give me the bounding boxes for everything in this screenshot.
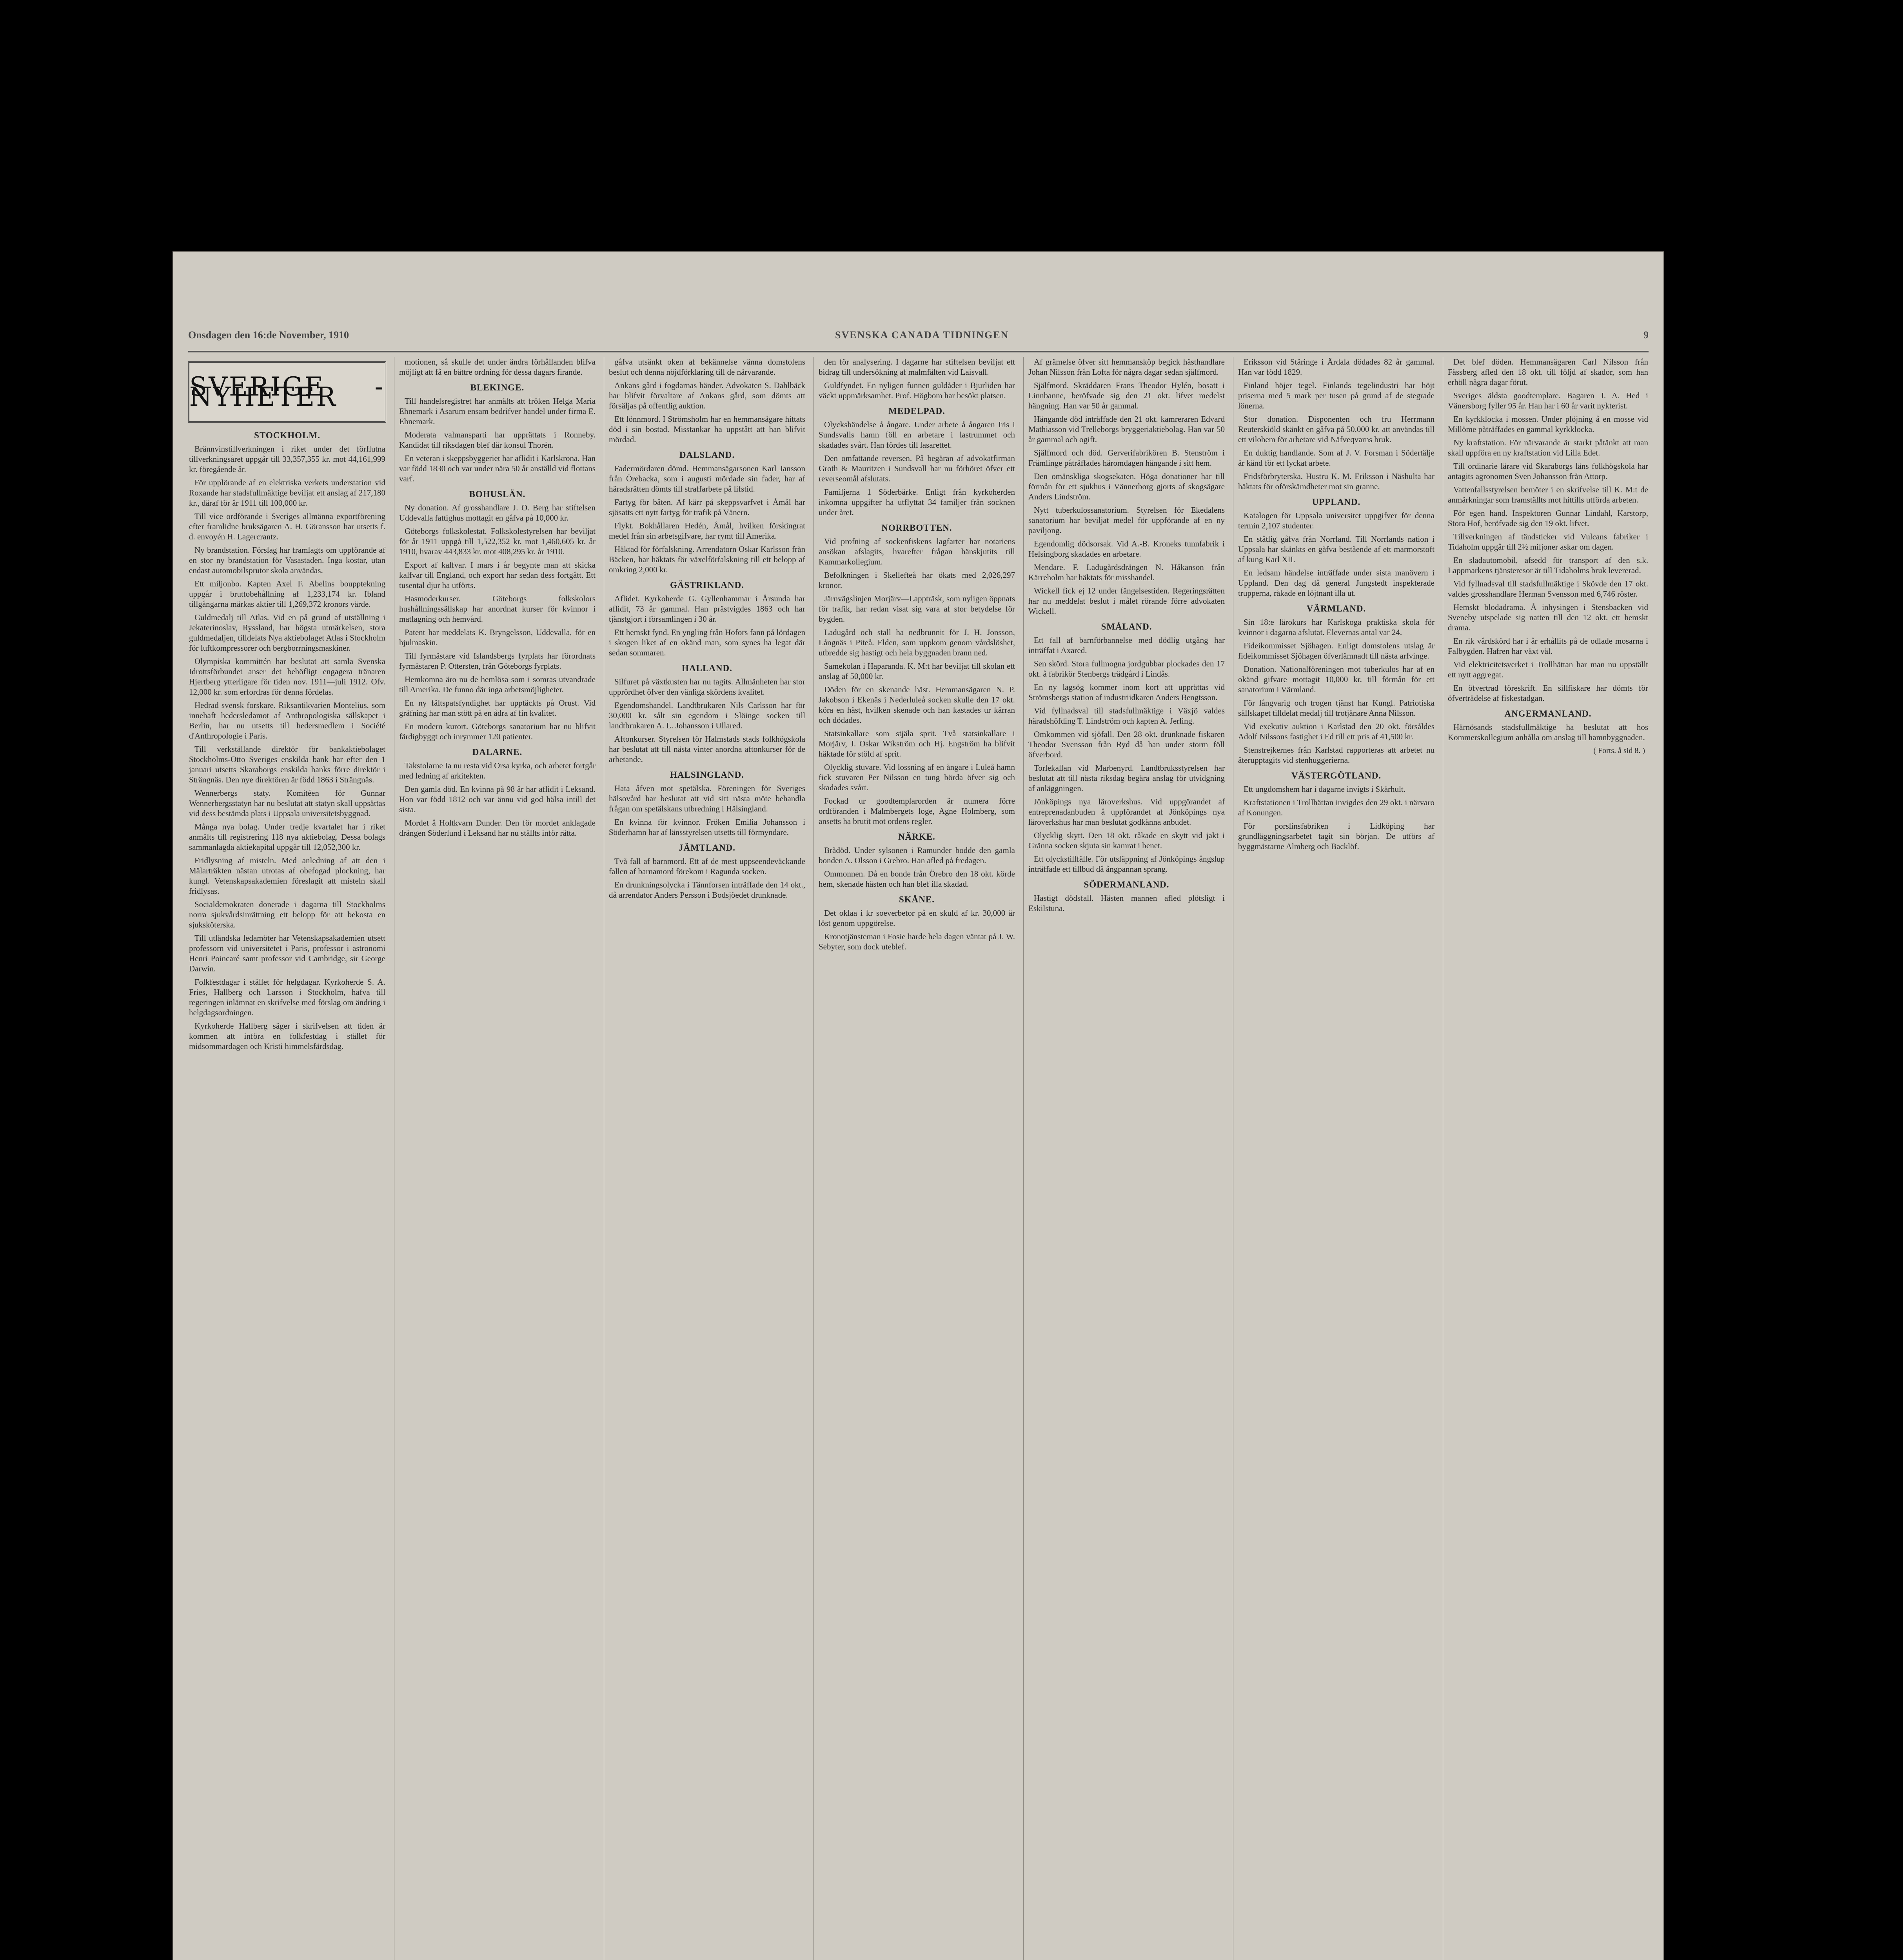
region-heading: DALSLAND.: [679, 450, 735, 460]
news-item: Fockad ur goodtemplarorden är numera förre ordföranden i Malmbergets loge, Agne Holmberg, som ansetts ha brutit mot ordens regler.: [819, 796, 1015, 826]
news-item: Det oklaa i kr soeverbetor på en skuld af kr. 30,000 är löst genom uppgörelse.: [819, 908, 1015, 928]
news-item: Till vice ordförande i Sveriges allmänna exportförening efter framlidne bruksägaren A. H. Göransson har utsetts f. d. envoyén H. Lagercrantz.: [189, 512, 385, 541]
article-columns: [184, 357, 1652, 1960]
news-item: Sen skörd. Stora fullmogna jordgubbar plockades den 17 okt. å fabrikör Stenbergs trädgård i Lindås.: [1028, 659, 1225, 679]
news-item: Olycklig stuvare. Vid lossning af en ångare i Luleå hamn fick stuvaren Per Nilsson en tung börda öfver sig och skadades svårt.: [819, 762, 1015, 792]
news-item: Till handelsregistret har anmälts att fröken Helga Maria Ehnemark i Asarum ensam bedrifver handel under firma E. Ehnemark.: [399, 396, 596, 426]
news-item: Vid fyllnadsval till stadsfullmäktige i Skövde den 17 okt. valdes grosshandlare Herman Svensson med 6,746 röster.: [1448, 579, 1648, 599]
news-item: En duktig handlande. Som af J. V. Forsman i Södertälje är känd för ett lyckat arbete.: [1238, 448, 1435, 468]
news-item: Till ordinarie lärare vid Skaraborgs läns folkhögskola har antagits agronomen Sven Johansson från Attorp.: [1448, 461, 1648, 481]
news-item: Olycklig skytt. Den 18 okt. råkade en skytt vid jakt i Gränna socken skjuta sin kamrat i benet.: [1028, 831, 1225, 850]
news-item: Silfuret på växtkusten har nu tagits. Allmänheten har stor upprördhet öfver den vänliga skördens kvalitet.: [609, 677, 805, 697]
news-item: En modern kurort. Göteborgs sanatorium har nu blifvit färdigbyggt och inrymmer 120 patienter.: [399, 722, 596, 741]
news-item: Fideikommisset Sjöhagen. Enligt domstolens utslag är fideikommisset Sjöhagen öfverlämnadt till nästa arfvinge.: [1238, 641, 1435, 661]
region-heading: SÖDERMANLAND.: [1084, 880, 1169, 889]
news-item: Döden för en skenande häst. Hemmansägaren N. P. Jakobson i Ekenäs i Nederluleå socken skulle den 17 okt. köra en häst, hvilken skenade och han kastades ur kärran och dödades.: [819, 685, 1015, 725]
news-item: Mendare. F. Ladugårdsdrängen N. Håkanson från Kärreholm har häktats för misshandel.: [1028, 563, 1225, 582]
news-item: Aflidet. Kyrkoherde G. Gyllenhammar i Årsunda har aflidit, 73 år gammal. Han prästvigdes 1863 och har tjänstgjort i församlingen i 30 år.: [609, 594, 805, 624]
news-item: Donation. Nationalföreningen mot tuberkulos har af en okänd gifvare mottagit 10,000 kr. till förmån för ett sanatorium i Värmland.: [1238, 664, 1435, 694]
news-item: Tillverkningen af tändsticker vid Vulcans fabriker i Tidaholm uppgår till 2½ miljoner askar om dagen.: [1448, 532, 1648, 552]
news-item: Hastigt dödsfall. Hästen mannen afled plötsligt i Eskilstuna.: [1028, 893, 1225, 913]
news-item: Takstolarne Ia nu resta vid Orsa kyrka, och arbetet fortgår med ledning af arkitekten.: [399, 761, 596, 780]
news-item: Samekolan i Haparanda. K. M:t har beviljat till skolan ett anslag af 50,000 kr.: [819, 661, 1015, 681]
news-item: Af grämelse öfver sitt hemmansköp begick hästhandlare Johan Nilsson från Lofta för några dagar sedan själfmord.: [1028, 357, 1225, 377]
page-header: [188, 325, 1649, 353]
news-item: En veteran i skeppsbyggeriet har aflidit i Karlskrona. Han var född 1830 och var under nära 50 år anställd vid flottans varf.: [399, 454, 596, 483]
column-4: [813, 357, 1020, 1960]
news-item: Nytt tuberkulossanatorium. Styrelsen för Ekedalens sanatorium har beviljat medel för uppförande af en ny paviljong.: [1028, 505, 1225, 535]
region-heading: VÄSTERGÖTLAND.: [1291, 771, 1382, 780]
news-item: Egendomlig dödsorsak. Vid A.-B. Kroneks tunnfabrik i Helsingborg skadades en arbetare.: [1028, 539, 1225, 559]
region-heading: VÄRMLAND.: [1306, 604, 1366, 613]
region-heading: BLEKINGE.: [470, 383, 525, 392]
news-item: För porslinsfabriken i Lidköping har grundläggningsarbetet tagit sin början. De utförs af byggmästarne Almberg och Backlöf.: [1238, 821, 1435, 851]
news-item: Omkommen vid sjöfall. Den 28 okt. drunknade fiskaren Theodor Svensson från Ryd då han under storm föll öfverbord.: [1028, 730, 1225, 759]
header-date: Onsdagen den 16:de November, 1910: [188, 329, 349, 341]
news-item: Den gamla död. En kvinna på 98 år har aflidit i Leksand. Hon var född 1812 och var ännu vid god hälsa intill det sista.: [399, 784, 596, 814]
news-item: Jönköpings nya läroverkshus. Vid uppgörandet af entreprenadanbuden å uppförandet af Jönköpings nya läroverkshus har man beslutat godkänna anbudet.: [1028, 797, 1225, 827]
news-item: motionen, så skulle det under ändra förhållanden blifva möjligt att få en bättre ordning för dessa dagars firande.: [399, 357, 596, 377]
news-item: Hasmoderkurser. Göteborgs folkskolors hushållningssällskap har anordnat kurser för kvinnor i matlagning och hemvård.: [399, 594, 596, 624]
news-item: Export af kalfvar. I mars i år begynte man att skicka kalfvar till England, och export har sedan dess fortgått. Ett tusental djur ha utförts.: [399, 560, 596, 590]
news-item: gåfva utsänkt oken af bekännelse vänna domstolens beslut och denna nöjdförklaring till de närvarande.: [609, 357, 805, 377]
news-item: Brådöd. Under sylsonen i Ramunder bodde den gamla bonden A. Olsson i Grebro. Han afled på fredagen.: [819, 846, 1015, 865]
news-item: Folkfestdagar i stället för helgdagar. Kyrkoherde S. A. Fries, Hallberg och Larsson i Stockholm, hafva till regeringen inlämnat en skrifvelse med förslag om ändring i helgdagsordningen.: [189, 977, 385, 1017]
news-item: Härnösands stadsfullmäktige ha beslutat att hos Kommerskollegium anhålla om anslag till hamnbyggnaden.: [1448, 722, 1648, 742]
news-item: Ny brandstation. Förslag har framlagts om uppförande af en stor ny brandstation för Vasastaden. Inga kostar, utan endast automobilsprutor skola användas.: [189, 545, 385, 575]
news-item: Till utländska ledamöter har Vetenskapsakademien utsett professorn vid universitetet i Paris, professor i astronomi Henri Poincaré samt professor vid Cambridge, sir George Darwin.: [189, 933, 385, 973]
news-item: För långvarig och trogen tjänst har Kungl. Patriotiska sällskapet tilldelat medalj till trotjänare Anna Nilsson.: [1238, 698, 1435, 718]
news-item: Den omfattande reversen. På begäran af advokatfirman Groth & Mauritzen i Sundsvall har nu förhöret öfver ett reverseomål afslutats.: [819, 454, 1015, 483]
news-item: Ett hemskt fynd. En yngling från Hofors fann på lördagen i skogen liket af en okänd man, som synes ha legat där sedan sommaren.: [609, 628, 805, 657]
news-item: Socialdemokraten donerade i dagarna till Stockholms norra sjukvårdsinrättning ett belopp för att bekosta en sjuksköterska.: [189, 900, 385, 929]
news-item: Ommonnen. Då en bonde från Örebro den 18 okt. körde hem, skenade hästen och han blef illa skadad.: [819, 869, 1015, 889]
column-3: [604, 357, 810, 1960]
news-item: Vid fyllnadsval till stadsfullmäktige i Växjö valdes häradshöfding T. Lindström och kapten A. Jerling.: [1028, 706, 1225, 726]
news-item: Sin 18:e lärokurs har Karlskoga praktiska skola för kvinnor i dagarna afslutat. Elevernas antal var 24.: [1238, 617, 1435, 637]
news-item: Befolkningen i Skellefteå har ökats med 2,026,297 kronor.: [819, 570, 1015, 590]
news-item: Torlekallan vid Marbenyrd. Landtbruksstyrelsen har beslutat att till nästa riksdag begära anslag för utvidgning af anläggningen.: [1028, 763, 1225, 793]
region-heading: HALLAND.: [682, 663, 732, 673]
continued-note: ( Forts. å sid 8. ): [1593, 746, 1645, 755]
region-heading: SMÅLAND.: [1101, 622, 1152, 632]
region-heading: BOHUSLÄN.: [469, 489, 526, 499]
news-item: Statsinkallare som stjäla sprit. Två statsinkallare i Morjärv, J. Oskar Wikström och Hj. Engström ha blifvit häktade för stöld af sprit.: [819, 729, 1015, 759]
news-item: Ankans gård i fogdarnas händer. Advokaten S. Dahlbäck har blifvit förvaltare af Ankans gård, som dömts att försäljas på offentlig auktion.: [609, 381, 805, 410]
column-2: [394, 357, 600, 1960]
news-item: Aftonkurser. Styrelsen för Halmstads stads folkhögskola har beslutat att till nästa vinter anordna aftonkurser för de arbetande.: [609, 734, 805, 764]
news-item: Stenstrejkernes från Karlstad rapporteras att arbetet nu återupptagits vid stenhuggerierna.: [1238, 745, 1435, 765]
news-item: Wickell fick ej 12 under fängelsestiden. Regeringsrätten har nu meddelat beslut i målet rörande förre advokaten Wickell.: [1028, 586, 1225, 616]
region-heading: HALSINGLAND.: [670, 770, 744, 780]
news-item: Hängande död inträffade den 21 okt. kamreraren Edvard Mathiasson vid Trelleborgs bryggeriaktiebolag. Han var 50 år gammal och ogift.: [1028, 414, 1225, 444]
region-heading: JÄMTLAND.: [678, 843, 736, 853]
news-item: Vid exekutiv auktion i Karlstad den 20 okt. försåldes Adolf Nilssons fastighet i Ed till ett pris af 41,500 kr.: [1238, 722, 1435, 741]
column-1: [184, 357, 390, 1960]
news-item: Fridlysning af misteln. Med anledning af att den i Mälarträkten nästan utrotas af obefogad plockning, har kungl. Vetenskapsakademien föreslagit att misteln skall fridlysas.: [189, 856, 385, 896]
news-item: Göteborgs folkskolestat. Folkskolestyrelsen har beviljat för år 1911 uppgå till 1,522,352 kr. mot 1,460,605 kr. år 1910, hvarav 443,833 kr. mot 408,295 kr. år 1910.: [399, 526, 596, 556]
column-5: [1023, 357, 1229, 1960]
news-item: Ny kraftstation. För närvarande är starkt påtänkt att man skall uppföra en ny kraftstation vid Lilla Edet.: [1448, 438, 1648, 457]
news-item: Brännvinstillverkningen i riket under det förflutna tillverkningsåret uppgår till 33,357,355 kr. mot 44,161,999 kr. föregående år.: [189, 444, 385, 474]
news-item: Fadermördaren dömd. Hemmansägarsonen Karl Jansson från Örebacka, som i augusti mördade sin fader, har af häradsrätten dömts till straffarbete på lifstid.: [609, 464, 805, 494]
news-item: Hemkomna äro nu de hemlösa som i somras utvandrade till Amerika. De funno där inga arbetsmöjligheter.: [399, 675, 596, 694]
news-item: Guldfyndet. En nyligen funnen guldåder i Bjurliden har väckt uppmärksamhet. Prof. Högbom har besökt platsen.: [819, 381, 1015, 400]
news-item: Till verkställande direktör för bankaktiebolaget Stockholms-Otto Sveriges enskilda bank har efter den 1 januari utsetts Skaraborgs enskilda banks förre direktör i Strängnäs. Den nye direktören är född 1863 i Strängnäs.: [189, 744, 385, 784]
news-item: Ett olyckstillfälle. För utsläppning af Jönköpings ångslup inträffade ett tillbud då ångpannan sprang.: [1028, 854, 1225, 874]
news-item: Vattenfallsstyrelsen bemöter i en skrifvelse till K. M:t de anmärkningar som framställts mot hittills utförda arbeten.: [1448, 485, 1648, 505]
news-item: Eriksson vid Stäringe i Ärdala dödades 82 år gammal. Han var född 1829.: [1238, 357, 1435, 377]
news-item: Ett lönnmord. I Strömsholm har en hemmansägare hittats död i sin bostad. Misstankar ha uppstått att han blifvit mördad.: [609, 414, 805, 444]
header-rule: [188, 351, 1649, 352]
news-item: Guldmedalj till Atlas. Vid en på grund af utställning i Jekaterinoslav, Ryssland, har högsta utmärkelsen, stora guldmedaljen, tilldelats Nya aktiebolaget Atlas i Stockholm för luftkompressorer och bergborrningsmaskiner.: [189, 613, 385, 653]
news-item: Vid elektricitetsverket i Trollhättan har man nu uppställt ett nytt aggregat.: [1448, 660, 1648, 679]
news-item: Fridsförbryterska. Hustru K. M. Eriksson i Näshulta har häktats för oförskämdheter mot sin granne.: [1238, 472, 1435, 491]
news-item: Till fyrmästare vid Islandsbergs fyrplats har förordnats fyrmästaren P. Ottersten, från Göteborgs fyrplats.: [399, 651, 596, 671]
header-publication: SVENSKA CANADA TIDNINGEN: [835, 329, 1009, 341]
region-heading: UPPLAND.: [1312, 497, 1361, 507]
region-heading: DALARNE.: [472, 747, 523, 757]
news-item: Wennerbergs staty. Komitéen för Gunnar Wennerbergsstatyn har nu beslutat att statyn skall uppsättas vid dess bestämda plats i Uppsala universitetsbyggnad.: [189, 788, 385, 818]
news-item: Olyckshändelse å ångare. Under arbete å ångaren Iris i Sundsvalls hamn föll en arbetare i lastrummet och skadades svårt. Han fördes till lasarettet.: [819, 420, 1015, 450]
news-item: Olympiska kommittén har beslutat att samla Svenska Idrottsförbundet anser det behöfligt engagera tränaren Hjertberg ytterligare för tiden nov. 1911—juli 1912. Ofv. 12,000 kr. som erfordras för denna fördelas.: [189, 657, 385, 697]
region-heading: STOCKHOLM.: [254, 430, 320, 440]
news-item: Det blef döden. Hemmansägaren Carl Nilsson från Fässberg afled den 18 okt. till följd af skador, som han erhöll några dagar förut.: [1448, 357, 1648, 387]
news-item: Själfmord och död. Gerverifabrikören B. Stenström i Främlinge påträffades häromdagen hängande i sitt hem.: [1028, 448, 1225, 468]
news-item: För egen hand. Inspektoren Gunnar Lindahl, Karstorp, Stora Hof, beröfvade sig den 19 okt. lifvet.: [1448, 508, 1648, 528]
news-item: Katalogen för Uppsala universitet uppgifver för denna termin 2,107 studenter.: [1238, 511, 1435, 530]
news-item: Familjerna 1 Söderbärke. Enligt från kyrkoherden inkomna uppgifter ha utflyttat 34 familjer från socknen under året.: [819, 487, 1015, 517]
news-item: Järnvägslinjen Morjärv—Lappträsk, som nyligen öppnats för trafik, har redan visat sig vara af stor betydelse för bygden.: [819, 594, 1015, 624]
news-item: En ny lagsög kommer inom kort att upprättas vid Strömsbergs station af industriidkaren Anders Bengtsson.: [1028, 682, 1225, 702]
news-item: Hata åfven mot spetälska. Föreningen för Sveriges hälsovård har beslutat att vid sitt nästa möte behandla frågan om spetälskans utbredning i Hälsingland.: [609, 784, 805, 813]
news-item: En öfvertrad föreskrift. En sillfiskare har dömts för öfverträdelse af fiskestadgan.: [1448, 683, 1648, 703]
news-item: Många nya bolag. Under tredje kvartalet har i riket anmälts till registrering 118 nya aktiebolag. Dessa bolags sammanlagda aktiekapital uppgår till 12,052,300 kr.: [189, 822, 385, 852]
news-item: Kyrkoherde Hallberg säger i skrifvelsen att tiden är kommen att införa en folkfestdag i stället för midsommardagen och Kristi himmelsfärdsdag.: [189, 1021, 385, 1051]
news-item: Flykt. Bokhållaren Hedén, Åmål, hvilken förskingrat medel från sin arbetsgifvare, har rymt till Amerika.: [609, 521, 805, 541]
section-masthead: SVERIGE - NYHETER: [188, 361, 386, 423]
news-item: En kyrkklocka i mossen. Under plöjning å en mosse vid Millöme påträffades en gammal kyrkklocka.: [1448, 414, 1648, 434]
news-item: En sladautomobil, afsedd för transport af den s.k. Lappmarkens tjänsteresor är till Tidaholms bruk levererad.: [1448, 555, 1648, 575]
column-7: [1443, 357, 1653, 1960]
news-item: Ny donation. Af grosshandlare J. O. Berg har stiftelsen Uddevalla fattighus mottagit en gåfva på 10,000 kr.: [399, 503, 596, 523]
news-item: Vid profning af sockenfiskens lagfarter har notariens ansökan afslagits, hvarefter frågan hänskjutits till Kammarkollegium.: [819, 537, 1015, 566]
news-item: Ett ungdomshem har i dagarne invigts i Skärhult.: [1244, 784, 1405, 794]
news-item: Fartyg för båten. Af kärr på skeppsvarfvet i Åmål har sjösatts ett nytt fartyg för trafik på Vänern.: [609, 497, 805, 517]
news-item: Kronotjänsteman i Fosie harde hela dagen väntat på J. W. Sebyter, som dock uteblef.: [819, 932, 1015, 951]
region-heading: NÄRKE.: [898, 832, 935, 842]
news-item: En ståtlig gåfva från Norrland. Till Norrlands nation i Uppsala har skänkts en gåfva bestående af ett marmorstoft af kung Karl XII.: [1238, 534, 1435, 564]
news-item: Ladugård och stall ha nedbrunnit för J. H. Jonsson, Långnäs i Piteå. Elden, som uppkom genom vårdslöshet, utbredde sig hastigt och hela byggnaden brann ned.: [819, 628, 1015, 657]
news-item: Finland höjer tegel. Finlands tegelindustri har höjt priserna med 5 mark per tusen på grund af de stegrade lönerna.: [1238, 381, 1435, 410]
news-item: Egendomshandel. Landtbrukaren Nils Carlsson har för 30,000 kr. sålt sin egendom i Slöinge socken till landtbrukaren A. L. Johansson i Ullared.: [609, 701, 805, 730]
news-item: En kvinna för kvinnor. Fröken Emilia Johansson i Söderhamn har af länsstyrelsen utsetts till förmyndare.: [609, 817, 805, 837]
news-item: En ny fältspatsfyndighet har upptäckts på Orust. Vid gräfning har man stött på en ådra af fin kvalitet.: [399, 698, 596, 718]
news-item: För upplörande af en elektriska verkets understation vid Roxande har stadsfullmäktige beviljat ett anslag af 217,180 kr., däraf för år 1911 till 100,000 kr.: [189, 478, 385, 508]
news-item: Två fall af barnmord. Ett af de mest uppseendeväckande fallen af barnamord förekom i Ragunda socken.: [609, 857, 805, 876]
news-item: Stor donation. Disponenten och fru Herrmann Reuterskiöld skänkt en gåfva på 50,000 kr. att användas till ett vilohem för arbetare vid Näfveqvarns bruk.: [1238, 414, 1435, 444]
news-item: Hedrad svensk forskare. Riksantikvarien Montelius, som innehaft hedersledamot af Anthropologiska sällskapet i Berlin, har nu utsetts till hedersmedlem i Société d'Anthropologie i Paris.: [189, 701, 385, 740]
news-item: Kraftstationen i Trollhättan invigdes den 29 okt. i närvaro af Konungen.: [1238, 798, 1435, 817]
news-item: En drunkningsolycka i Tännforsen inträffade den 14 okt., då arrendator Anders Persson i Bodsjöedet drunknade.: [609, 880, 805, 900]
news-item: Moderata valmansparti har upprättats i Ronneby. Kandidat till riksdagen blef där konsul Thorén.: [399, 430, 596, 450]
region-heading: GÄSTRIKLAND.: [670, 580, 744, 590]
region-heading: SKÅNE.: [899, 895, 935, 904]
region-heading: MEDELPAD.: [888, 406, 945, 416]
news-item: den för analysering. I dagarne har stiftelsen beviljat ett bidrag till undersökning af malmfälten vid Laisvall.: [819, 357, 1015, 377]
news-item: En rik vårdskörd har i år erhållits på de odlade mosarna i Falbygden. Hafren har växt väl.: [1448, 636, 1648, 656]
region-heading: NORRBOTTEN.: [881, 523, 952, 533]
news-item: Själfmord. Skräddaren Frans Theodor Hylén, bosatt i Linnbanne, beröfvade sig den 21 okt. lifvet medelst hängning. Han var 50 år gammal.: [1028, 381, 1225, 410]
news-item: Ett fall af barnförbannelse med dödlig utgång har inträffat i Axared.: [1028, 635, 1225, 655]
region-heading: ANGERMANLAND.: [1504, 709, 1592, 719]
news-item: En ledsam händelse inträffade under sista manövern i Uppland. Den dag då general Jungstedt inspekterade trupperna, råkade en löjtnant illa ut.: [1238, 568, 1435, 598]
news-item: Häktad för förfalskning. Arrendatorn Oskar Karlsson från Bäcken, har häktats för växelförfalskning till ett belopp af omkring 2,000 kr.: [609, 544, 805, 574]
column-6: [1233, 357, 1439, 1960]
news-item: Patent har meddelats K. Bryngelsson, Uddevalla, för en hjulmaskin.: [399, 628, 596, 647]
news-item: Hemskt blodadrama. Å inhysingen i Stensbacken vid Sveneby utspelade sig natten till den 12 okt. ett hemskt drama.: [1448, 603, 1648, 632]
newspaper-page: [173, 251, 1664, 1960]
news-item: Ett miljonbo. Kapten Axel F. Abelins boupptekning uppgår i bruttobehållning af 1,233,174 kr. Ibland tillgångarna märkas aktier till 1,269,372 kronors värde.: [189, 579, 385, 609]
news-item: Den omänskliga skogsekaten. Höga donationer har till förmån för ett sjukhus i Vännerborg gjorts af skogsägare Anders Lindström.: [1028, 472, 1225, 501]
header-page-number: 9: [1643, 329, 1649, 341]
news-item: Sveriges äldsta goodtemplare. Bagaren J. A. Hed i Vänersborg fyller 95 år. Han har i 60 år varit nykterist.: [1448, 391, 1648, 410]
news-item: Mordet å Holtkvarn Dunder. Den för mordet anklagade drängen Söderlund i Leksand har nu ställts inför rätta.: [399, 818, 596, 838]
